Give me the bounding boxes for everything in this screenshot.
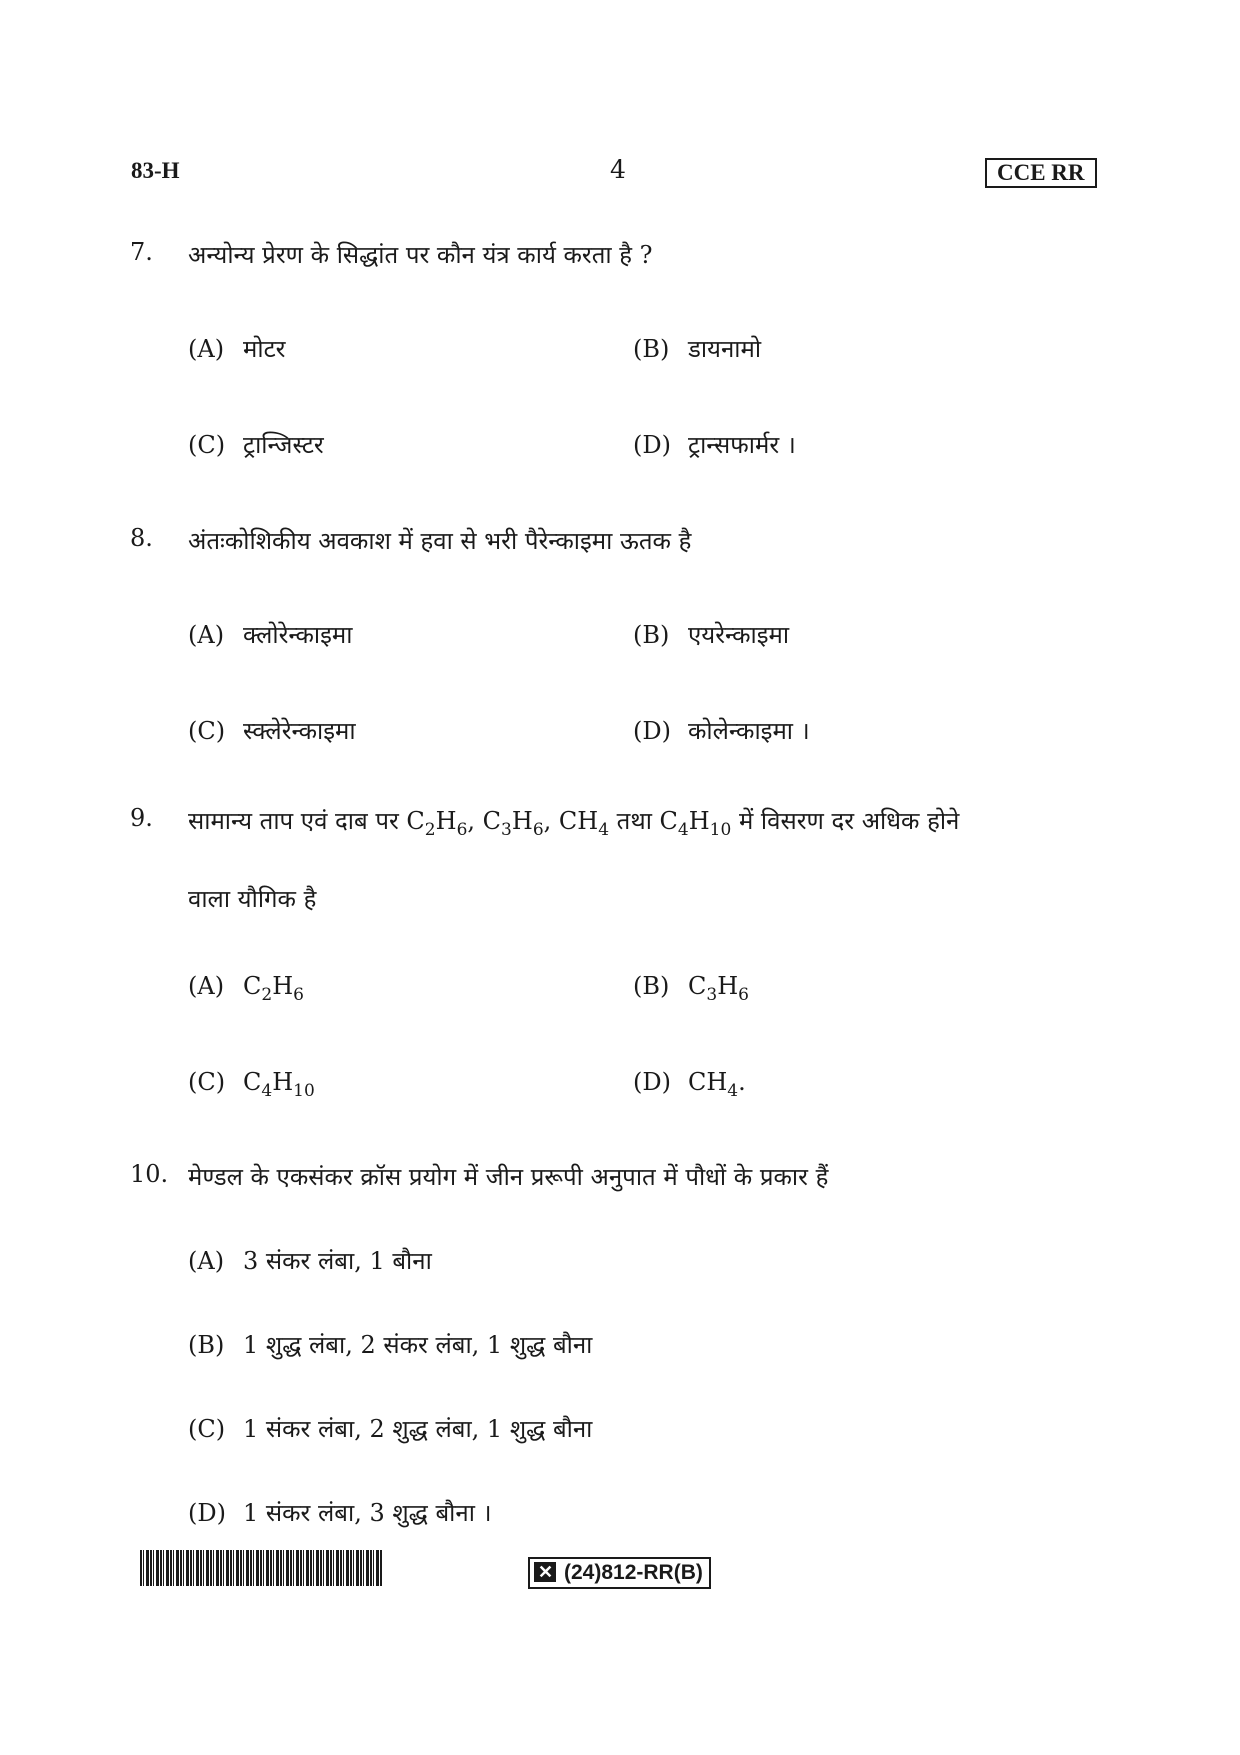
option-9c: (C) $C_4H_{10}$ [188, 1068, 315, 1101]
option-8d: (D) कोलेन्काइमा । [633, 717, 810, 745]
option-10a: (A) 3 संकर लंबा, 1 बौना [188, 1247, 432, 1275]
question-number: 8. [130, 524, 153, 552]
option-9d: (D) $CH_4$. [633, 1068, 746, 1101]
option-7d: (D) ट्रान्सफार्मर । [633, 431, 796, 459]
question-text: अन्योन्य प्रेरण के सिद्धांत पर कौन यंत्र कार्य करता है ? [188, 241, 653, 269]
option-10c: (C) 1 संकर लंबा, 2 शुद्ध लंबा, 1 शुद्ध बौना [188, 1415, 593, 1443]
paper-tag: CCE RR [985, 158, 1097, 188]
option-7a: (A) मोटर [188, 335, 286, 363]
option-7c: (C) ट्रान्जिस्टर [188, 431, 324, 459]
option-7b: (B) डायनामो [633, 335, 762, 363]
option-9a: (A) $C_2H_6$ [188, 972, 304, 1005]
question-number: 10. [130, 1160, 169, 1188]
option-10b: (B) 1 शुद्ध लंबा, 2 संकर लंबा, 1 शुद्ध बौना [188, 1331, 593, 1359]
question-number: 7. [130, 238, 153, 266]
logo-icon [534, 1562, 556, 1582]
option-8b: (B) एयरेन्काइमा [633, 621, 790, 649]
option-8a: (A) क्लोरेन्काइमा [188, 621, 353, 649]
barcode [140, 1550, 383, 1586]
footer-code: ✕ (24)812-RR(B) [528, 1557, 711, 1589]
option-8c: (C) स्क्लेरेन्काइमा [188, 717, 356, 745]
paper-code: 83-H [131, 158, 180, 183]
option-9b: (B) $C_3H_6$ [633, 972, 749, 1005]
question-text: मेण्डल के एकसंकर क्रॉस प्रयोग में जीन प्ररूपी अनुपात में पौधों के प्रकार हैं [188, 1163, 829, 1191]
page-number: 4 [610, 155, 626, 184]
option-10d: (D) 1 संकर लंबा, 3 शुद्ध बौना । [188, 1499, 492, 1527]
question-number: 9. [130, 804, 153, 832]
question-text: अंतःकोशिकीय अवकाश में हवा से भरी पैरेन्काइमा ऊतक है [188, 527, 692, 555]
question-text: सामान्य ताप एवं दाब पर $C_2H_6$, $C_3H_6$, $CH_4$ तथा $C_4H_{10}$ में विसरण दर अधिक होने [188, 807, 960, 840]
